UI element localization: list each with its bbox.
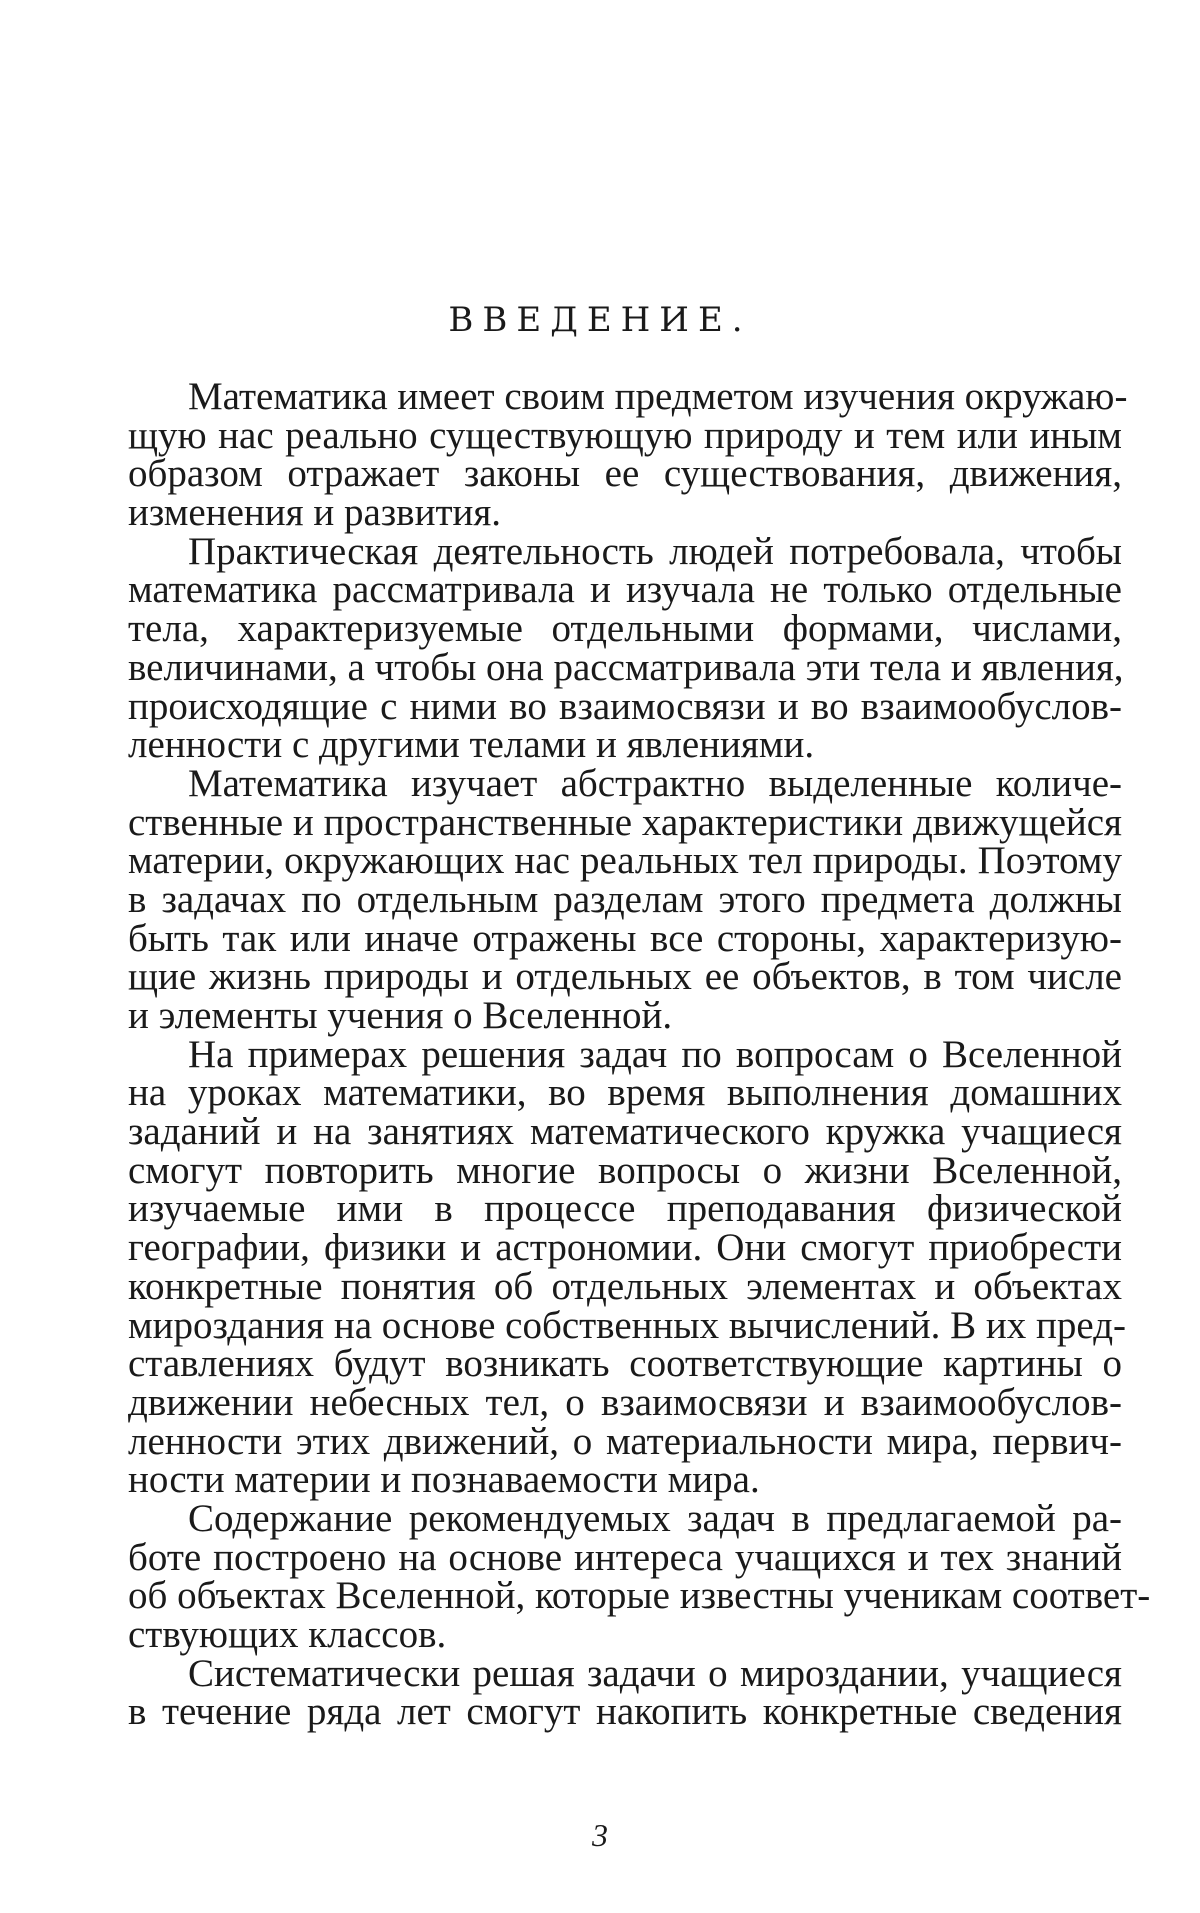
text-line: Математика изучает абстрактно выделенные количе- xyxy=(188,761,1122,805)
text-line: На примерах решения задач по вопросам о Вселенной xyxy=(188,1032,1122,1076)
text-line: изменения и развития. xyxy=(128,491,502,535)
text-line: движении небесных тел, о взаимосвязи и взаимообуслов- xyxy=(128,1380,1122,1424)
text-line: математика рассматривала и изучала не только отдельные xyxy=(128,568,1122,612)
text-line: Практическая деятельность людей потребовала, чтобы xyxy=(188,529,1122,573)
text-line: ленности с другими телами и явлениями. xyxy=(128,723,815,767)
paragraph-1 xyxy=(68,375,1128,535)
text-line: в течение ряда лет смогут накопить конкретные сведения xyxy=(128,1690,1122,1734)
text-line: ленности этих движений, о материальности мира, первич- xyxy=(128,1419,1122,1463)
paragraph-4 xyxy=(68,1032,1127,1502)
text-line: щую нас реально существующую природу и тем или иным xyxy=(128,413,1122,457)
text-line: Систематически решая задачи о мироздании, учащиеся xyxy=(188,1651,1122,1695)
text-line: и элементы учения о Вселенной. xyxy=(128,994,673,1037)
text-line: происходящие с ними во взаимосвязи и во взаимообуслов- xyxy=(128,684,1122,728)
text-line: заданий и на занятиях математического кружка учащиеся xyxy=(128,1110,1122,1154)
text-line: ности материи и познаваемости мира. xyxy=(128,1458,760,1502)
text-line: быть так или иначе отражены все стороны, характеризую- xyxy=(128,916,1122,960)
text-line: смогут повторить многие вопросы о жизни Вселенной, xyxy=(128,1148,1122,1192)
page-number: 3 xyxy=(592,1817,608,1853)
text-line: материи, окружающих нас реальных тел природы. Поэтому xyxy=(128,839,1122,883)
text-line: в задачах по отдельным разделам этого предмета должны xyxy=(128,877,1122,921)
text-line: щие жизнь природы и отдельных ее объектов, в том числе xyxy=(128,955,1122,999)
text-line: ставлениях будут возникать соответствующие картины о xyxy=(128,1342,1122,1386)
text-line: географии, физики и астрономии. Они смогут приобрести xyxy=(128,1226,1122,1270)
paragraph-6 xyxy=(68,1651,1122,1734)
text-line: мироздания на основе собственных вычислений. В их пред- xyxy=(128,1303,1127,1347)
text-line: тела, характеризуемые отдельными формами, числами, xyxy=(128,607,1122,651)
text-line: ствующих классов. xyxy=(128,1613,447,1656)
text-line: боте построено на основе интереса учащихся и тех знаний xyxy=(128,1535,1122,1579)
paragraph-5 xyxy=(68,1496,1151,1656)
text-line: ственные и пространственные характеристики движущейся xyxy=(128,800,1122,844)
text-line: Математика имеет своим предметом изучения окружаю- xyxy=(188,375,1128,418)
text-line: образом отражает законы ее существования, движения, xyxy=(128,452,1122,496)
text-line: на уроках математики, во время выполнения домашних xyxy=(128,1071,1122,1115)
paragraph-3 xyxy=(68,761,1122,1037)
text-line: Содержание рекомендуемых задач в предлагаемой ра- xyxy=(188,1496,1122,1540)
paragraph-2 xyxy=(68,529,1124,767)
body-text xyxy=(68,375,1151,1734)
text-line: изучаемые ими в процессе преподавания физической xyxy=(128,1187,1122,1231)
text-line: величинами, а чтобы она рассматривала эти тела и явления, xyxy=(128,645,1124,689)
text-line: об объектах Вселенной, которые известны ученикам соответ- xyxy=(128,1574,1151,1618)
text-line: конкретные понятия об отдельных элементах и объектах xyxy=(128,1264,1122,1308)
section-title: ВВЕДЕНИЕ. xyxy=(448,300,752,340)
